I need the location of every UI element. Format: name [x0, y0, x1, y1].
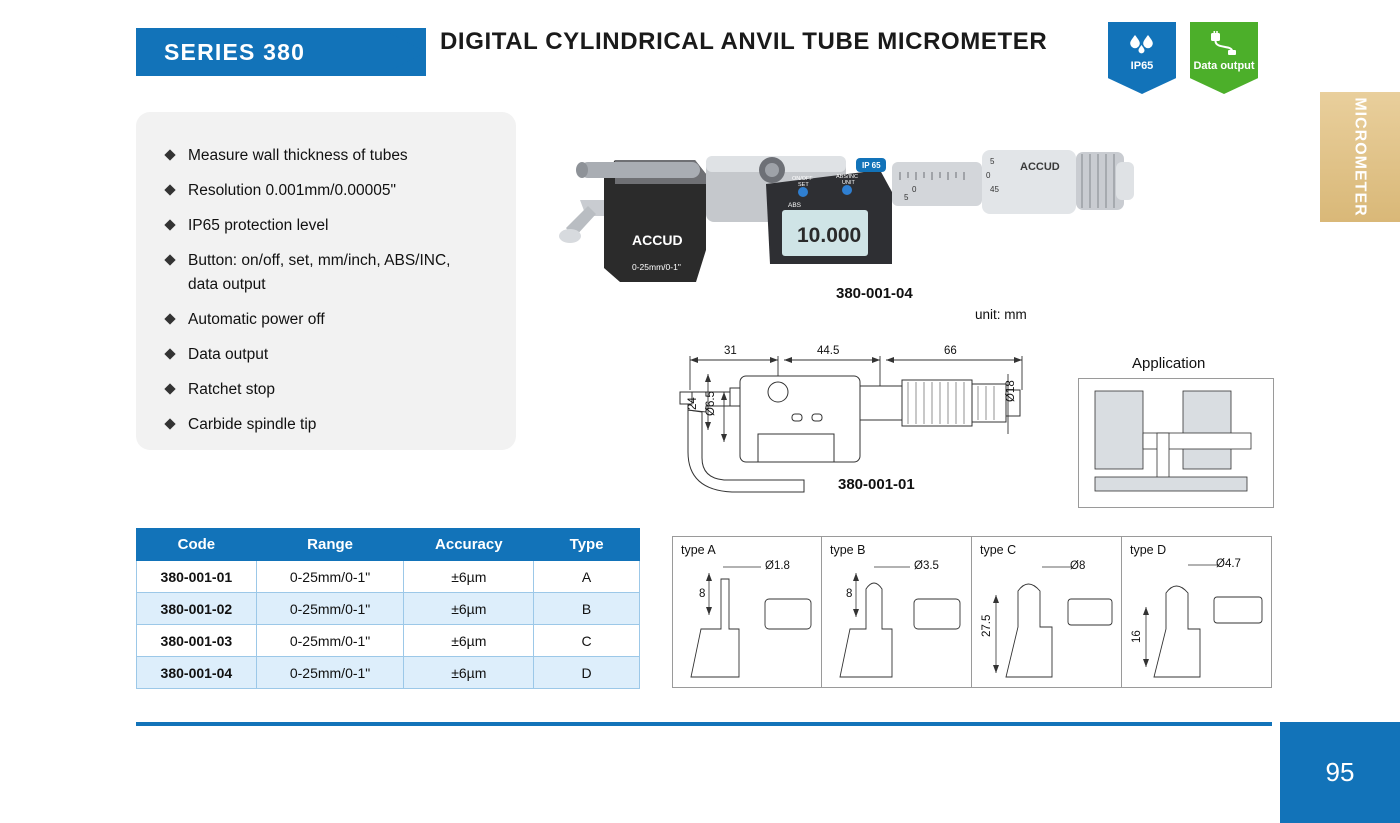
list-item [166, 251, 492, 271]
list-item [166, 345, 492, 365]
table-header-row [137, 529, 640, 561]
svg-text:44.5: 44.5 [817, 345, 840, 357]
type-cell-d [1122, 536, 1272, 688]
water-drop-icon [1108, 28, 1176, 58]
list-item [166, 216, 492, 236]
diamond-bullet-icon [164, 418, 175, 429]
list-item-continuation [166, 275, 492, 295]
cell-range: 0-25mm/0-1" [256, 657, 404, 689]
cell-code: 380-001-02 [137, 593, 257, 625]
type-drawings [672, 536, 1272, 688]
badge-data-output [1190, 22, 1258, 94]
svg-text:Ø18: Ø18 [1005, 380, 1017, 402]
svg-text:5: 5 [904, 193, 909, 202]
column-header-type: Type [534, 529, 640, 561]
cell-accuracy: ±6µm [404, 625, 534, 657]
svg-text:ABS/INC: ABS/INC [836, 174, 859, 180]
badge-data-label: Data output [1193, 60, 1255, 72]
svg-text:0: 0 [986, 171, 991, 180]
svg-text:45: 45 [990, 185, 999, 194]
diamond-bullet-icon [164, 348, 175, 359]
diamond-bullet-icon [164, 313, 175, 324]
feature-text: IP65 protection level [188, 217, 329, 234]
feature-text: Button: on/off, set, mm/inch, ABS/INC, [188, 252, 451, 269]
side-tab-label: MICROMETER [1352, 97, 1370, 217]
svg-text:16: 16 [1131, 630, 1143, 643]
series-label: SERIES 380 [164, 38, 306, 65]
svg-text:8: 8 [846, 588, 853, 600]
svg-text:ACCUD: ACCUD [1020, 161, 1060, 173]
cell-accuracy: ±6µm [404, 561, 534, 593]
feature-text: Measure wall thickness of tubes [188, 147, 408, 164]
svg-text:ACCUD: ACCUD [632, 232, 683, 248]
spec-table [136, 528, 640, 689]
feature-text: Carbide spindle tip [188, 416, 317, 433]
feature-text: data output [188, 276, 266, 293]
svg-text:ON/OFF: ON/OFF [792, 176, 813, 182]
badge-ip65-label: IP65 [1130, 60, 1154, 72]
cell-code: 380-001-03 [137, 625, 257, 657]
svg-text:Ø4.7: Ø4.7 [1216, 558, 1241, 570]
series-banner-arrow [380, 28, 426, 76]
cell-accuracy: ±6µm [404, 657, 534, 689]
svg-text:SET: SET [798, 182, 809, 188]
type-label: type D [1130, 543, 1167, 557]
badge-ip65 [1108, 22, 1176, 94]
list-item [166, 146, 492, 166]
type-label: type A [681, 543, 716, 557]
table-row [137, 561, 640, 593]
cell-type: D [534, 657, 640, 689]
svg-text:8: 8 [699, 588, 706, 600]
feature-text: Automatic power off [188, 311, 325, 328]
list-item [166, 181, 492, 201]
feature-text: Resolution 0.001mm/0.00005" [188, 182, 396, 199]
type-cell-a [672, 536, 822, 688]
column-header-range: Range [256, 529, 404, 561]
table-row [137, 625, 640, 657]
page-title: DIGITAL CYLINDRICAL ANVIL TUBE MICROMETER [440, 28, 1048, 55]
cell-code: 380-001-04 [137, 657, 257, 689]
table-row [137, 593, 640, 625]
feature-text: Ratchet stop [188, 381, 276, 398]
svg-text:ABS: ABS [788, 202, 802, 209]
drawing-caption: 380-001-01 [838, 476, 915, 493]
application-title: Application [1132, 355, 1206, 372]
cell-type: C [534, 625, 640, 657]
side-tab-micrometer [1320, 92, 1400, 222]
cell-range: 0-25mm/0-1" [256, 625, 404, 657]
diamond-bullet-icon [164, 219, 175, 230]
column-header-code: Code [137, 529, 257, 561]
table-row [137, 657, 640, 689]
svg-text:0: 0 [912, 185, 917, 194]
svg-text:Ø1.8: Ø1.8 [765, 560, 790, 572]
svg-text:Ø8: Ø8 [1070, 560, 1086, 572]
svg-text:10.000: 10.000 [797, 224, 862, 247]
product-photo [520, 100, 1140, 300]
type-label: type C [980, 543, 1017, 557]
cell-accuracy: ±6µm [404, 593, 534, 625]
svg-text:24: 24 [687, 397, 699, 410]
type-cell-c [972, 536, 1122, 688]
application-drawing [1078, 378, 1274, 508]
cell-type: B [534, 593, 640, 625]
unit-note: unit: mm [975, 307, 1027, 322]
cable-icon [1190, 28, 1258, 58]
diamond-bullet-icon [164, 184, 175, 195]
footer-rule [136, 722, 1272, 726]
type-cell-b [822, 536, 972, 688]
svg-text:0-25mm/0-1": 0-25mm/0-1" [632, 262, 681, 272]
list-item [166, 380, 492, 400]
diamond-bullet-icon [164, 383, 175, 394]
diamond-bullet-icon [164, 149, 175, 160]
page-number-box [1280, 722, 1400, 823]
svg-text:5: 5 [990, 157, 995, 166]
feature-text: Data output [188, 346, 269, 363]
svg-text:31: 31 [724, 345, 737, 357]
column-header-accuracy: Accuracy [404, 529, 534, 561]
cell-range: 0-25mm/0-1" [256, 593, 404, 625]
svg-text:Ø6.5: Ø6.5 [705, 391, 717, 416]
svg-text:IP 65: IP 65 [862, 161, 881, 170]
list-item [166, 310, 492, 330]
page-number: 95 [1325, 757, 1355, 787]
svg-text:66: 66 [944, 345, 957, 357]
svg-text:UNIT: UNIT [842, 180, 855, 186]
cell-code: 380-001-01 [137, 561, 257, 593]
photo-caption: 380-001-04 [836, 285, 913, 302]
type-label: type B [830, 543, 866, 557]
diamond-bullet-icon [164, 254, 175, 265]
svg-text:Ø3.5: Ø3.5 [914, 560, 939, 572]
cell-range: 0-25mm/0-1" [256, 561, 404, 593]
feature-list-box [136, 112, 516, 450]
cell-type: A [534, 561, 640, 593]
svg-text:27.5: 27.5 [981, 614, 993, 637]
list-item [166, 415, 492, 435]
